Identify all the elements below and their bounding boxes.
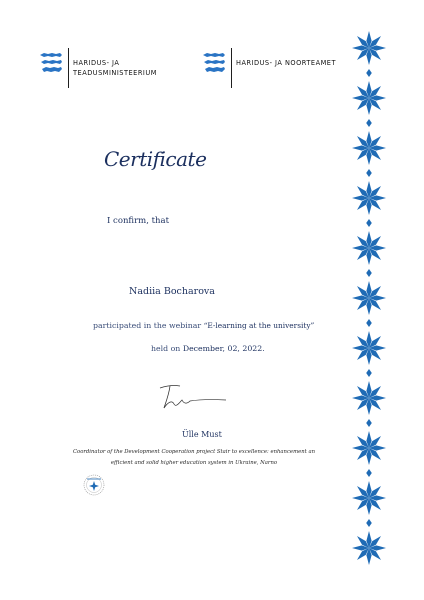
participation-prefix: participated in the webinar — [93, 321, 202, 330]
ornament-diamond-6 — [366, 369, 372, 377]
ornament-star-0 — [352, 31, 386, 65]
ornament-diamond-9 — [366, 519, 372, 527]
agency-name-line1: HARIDUS- JA NOORTEAMET — [236, 59, 336, 67]
ornament-diamond-1 — [366, 119, 372, 127]
recipient-name — [0, 286, 424, 297]
ornament-diamond-0 — [366, 69, 372, 77]
project-name: Stair to excellence: enhancement an — [216, 449, 316, 455]
ornament-diamond-2 — [366, 169, 372, 177]
ornament-diamond-8 — [366, 469, 372, 477]
held-line — [151, 344, 265, 353]
logo-divider — [68, 48, 69, 88]
agency-logo — [201, 48, 336, 88]
held-suffix: . — [262, 344, 265, 353]
held-prefix: held on — [151, 344, 181, 353]
seal-stamp-icon — [83, 474, 105, 496]
confirm-text: I confirm, that — [107, 216, 169, 226]
signer-name: Ülle Must — [182, 430, 222, 439]
ornament-star-7 — [352, 381, 386, 415]
agency-name — [236, 48, 336, 68]
signature-image — [152, 380, 232, 414]
signer-role — [60, 447, 328, 469]
signer-role-line1 — [60, 447, 328, 458]
ornament-star-4 — [352, 231, 386, 265]
star-ornament-border — [349, 30, 389, 580]
ministry-name-line1: HARIDUS- JA — [73, 59, 120, 67]
ornament-diamond-5 — [366, 319, 372, 327]
webinar-title: “E-learning at the university” — [203, 321, 315, 330]
ornament-diamond-3 — [366, 219, 372, 227]
ministry-logo — [38, 48, 157, 88]
ornament-star-1 — [352, 81, 386, 115]
three-lions-crest-icon — [38, 51, 64, 77]
ornament-diamond-7 — [366, 419, 372, 427]
ornament-star-10 — [352, 531, 386, 565]
ornament-star-9 — [352, 481, 386, 515]
ornament-star-8 — [352, 431, 386, 465]
participation-line — [93, 321, 314, 330]
ornament-star-3 — [352, 181, 386, 215]
ornament-star-6 — [352, 331, 386, 365]
logo-divider — [231, 48, 232, 88]
certificate-title: Certificate — [104, 147, 207, 171]
ornament-star-2 — [352, 131, 386, 165]
signer-role-line2: efficient and solid higher education system in Ukraine, Narno — [110, 460, 278, 466]
event-date: December, 02, 2022 — [182, 344, 263, 353]
ministry-name-line2: TEADUSMINISTEERIUM — [73, 69, 157, 77]
ministry-name — [73, 48, 157, 78]
three-lions-crest-icon — [201, 51, 227, 77]
ornament-diamond-4 — [366, 269, 372, 277]
signer-role-line1-a: Coordinator of the Development Cooperation project — [72, 449, 217, 455]
recipient-name-text: Nadiia Bocharova — [129, 286, 215, 297]
